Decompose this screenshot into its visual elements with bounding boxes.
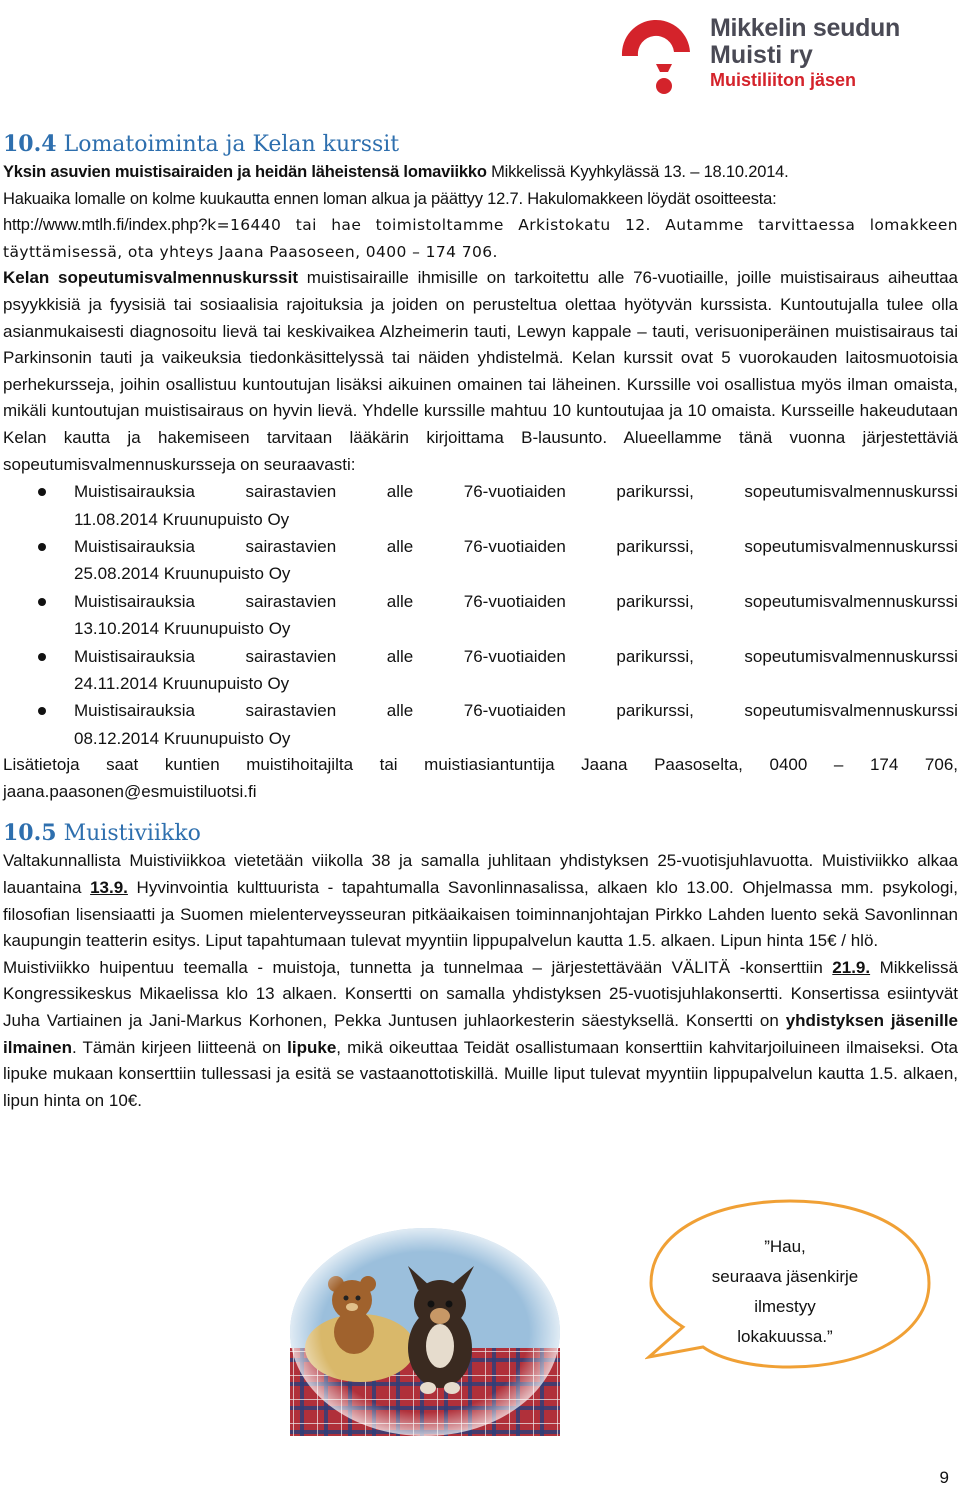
course-date: 13.10.2014 Kruunupuisto Oy xyxy=(74,619,291,639)
kela-courses-text: muistisairaille ihmisille on tarkoitettu alle 76-vuotiaille, joille muistisairaus aiheuttaa psyykkisiä ja fyysisiä tai sosiaalisia rajoituksia ja joiden on perusteltua olettaa hyötyvän kurssista. Kuntoutujalla tulee olla asianmukaisesti diagnosoitu lievä tai keskivaikea Alzheimerin tauti, Lewyn kappale – tauti, verisuoniperäinen muistisairaus tai Parkinsonin tauti ja vaikeuksia tiedonkäsittelyssä tai näiden yhdistelmä. Kelan kurssit ovat 5 vuorokauden laitosmuotoisia perhekursseja, joihin osallistuu kuntoutujan lisäksi aikuinen omainen tai läheinen. Kurssille voi osallistua myös ilman omaista, mikäli kuntoutujan muistisairaus on hyvin lievä. Yhdelle kurssille mahtuu 10 kuntoutujaa ja 10 omaista. Kursseille hakeudutaan Kelan kautta ja hakemiseen tarvitaan lääkärin kirjoittama B-lausunto. Alueellamme tänä vuonna järjestettäviä sopeutumisvalmennuskursseja on seuraavasti: xyxy=(3,268,958,474)
course-date: 11.08.2014 Kruunupuisto Oy xyxy=(74,509,290,529)
free-for-members: yhdistyksen jäsenille ilmainen xyxy=(3,1010,959,1057)
document-body xyxy=(3,130,958,1114)
application-url[interactable]: http://www.mtlh.fi/index.php? xyxy=(3,216,208,235)
course-word: Muistisairauksia xyxy=(74,482,195,502)
section-title: Lomatoiminta ja Kelan kurssit xyxy=(63,132,400,157)
bubble-line: lokakuussa.” xyxy=(737,1327,833,1346)
concert-tickets-text: , mikä oikeuttaa Teidät osallistumaan konserttiin kahvitarjoiluineen ilmaiseksi. Ota lipuke mukaan konserttiin tullessasi ja esitä se vastaanottotiskillä. Muille liput tulevat myyntiin lippupalvelun kautta 1.5. alkaen, lipun hinta on 10€. xyxy=(3,1037,958,1110)
ticket-voucher: lipuke xyxy=(287,1037,337,1057)
concert-details: Mikkelissä Kongressikeskus Mikaelissa klo 13 alkaen. Konsertti on samalla yhdistyksen 25-vuotisjuhlakonsertti. Konsertissa esiintyvät Juha Vartiainen ja Jani-Markus Korhonen, Pekka Juntusen juhlaorkesterin säestyksellä. Konsertti on xyxy=(3,957,958,1030)
application-help: k=16440 tai hae toimistoltamme Arkistokatu 12. Autamme tarvittaessa lomakkeen täyttämisessä, ota yhteys Jaana Paasoseen, 0400 – 174 706. xyxy=(3,216,958,261)
course-word: sopeutumisvalmennuskurssi xyxy=(744,646,958,666)
list-item xyxy=(3,588,958,643)
application-period: Hakuaika lomalle on kolme kuukautta ennen loman alkua ja päättyy 12.7. Hakulomakkeen löydät osoitteesta: xyxy=(3,189,777,208)
course-word: sopeutumisvalmennuskurssi xyxy=(744,482,958,502)
course-word: sopeutumisvalmennuskurssi xyxy=(744,701,958,721)
course-word: Muistisairauksia xyxy=(74,701,195,721)
course-word: parikurssi, xyxy=(616,482,694,502)
memory-week-paragraph xyxy=(3,848,958,954)
logo-mark-icon xyxy=(612,6,710,96)
course-word: sairastavien xyxy=(245,701,337,721)
course-word: sopeutumisvalmennuskurssi xyxy=(744,536,958,556)
logo-line-2: Muisti ry xyxy=(710,41,813,69)
bubble-line: ilmestyy xyxy=(754,1297,816,1316)
course-word: parikurssi, xyxy=(616,591,694,611)
page-number: 9 xyxy=(939,1468,949,1487)
logo-line-1: Mikkelin seudun xyxy=(710,14,900,42)
memory-week-intro: Valtakunnallista Muistiviikkoa vietetään viikolla 38 ja samalla juhlitaan yhdistyksen 25-vuotisjuhlavuotta. Muistiviikko alkaa lauantaina xyxy=(3,851,958,897)
course-word: Muistisairauksia xyxy=(74,536,195,556)
course-word: alle xyxy=(386,701,414,721)
concert-intro: Muistiviikko huipentuu teemalla - muistoja, tunnetta ja tunnelmaa – järjestettävään VÄLITÄ -konserttiin xyxy=(3,957,833,977)
course-word: alle xyxy=(386,482,414,502)
course-word: 76-vuotiaiden xyxy=(463,536,566,556)
course-word: sairastavien xyxy=(245,646,337,666)
course-word: alle xyxy=(386,536,414,556)
bullet-icon xyxy=(38,488,46,496)
bullet-icon xyxy=(38,543,46,551)
bullet-icon xyxy=(38,653,46,661)
course-list xyxy=(3,478,958,752)
course-word: parikurssi, xyxy=(616,536,694,556)
course-word: sairastavien xyxy=(245,591,337,611)
course-word: parikurssi, xyxy=(616,646,694,666)
course-word: alle xyxy=(386,646,414,666)
holiday-week-line xyxy=(3,159,958,186)
list-item xyxy=(3,643,958,698)
section-heading-10-5 xyxy=(3,819,958,848)
course-date: 08.12.2014 Kruunupuisto Oy xyxy=(74,728,291,748)
application-info xyxy=(3,212,958,265)
course-word: 76-vuotiaiden xyxy=(463,482,566,502)
course-word: 76-vuotiaiden xyxy=(463,701,566,721)
kela-courses-title: Kelan sopeutumisvalmennuskurssit xyxy=(3,268,299,288)
section-number: 10.4 xyxy=(3,131,57,157)
course-word: 76-vuotiaiden xyxy=(463,591,566,611)
kela-courses-paragraph xyxy=(3,265,958,478)
course-word: alle xyxy=(386,591,414,611)
memory-week-start-date: 13.9. xyxy=(90,877,128,897)
course-word: Muistisairauksia xyxy=(74,591,195,611)
course-word: Muistisairauksia xyxy=(74,646,195,666)
list-item xyxy=(3,533,958,588)
course-word: sairastavien xyxy=(245,482,337,502)
course-word: sairastavien xyxy=(245,536,337,556)
concert-attachment-text: . Tämän kirjeen liitteenä on xyxy=(71,1037,288,1057)
more-info-paragraph: Lisätietoja saat kuntien muistihoitajilta tai muistiasiantuntija Jaana Paasoselta, 0400 – 174 706, jaana.paasonen@esmuistiluotsi.fi xyxy=(3,755,958,801)
concert-paragraph xyxy=(3,955,958,1115)
concert-date: 21.9. xyxy=(832,957,871,977)
list-item xyxy=(3,697,958,752)
association-logo xyxy=(612,6,942,96)
memory-week-details: Hyvinvointia kulttuurista - tapahtumalla Savonlinnasalissa, alkaen klo 13.00. Ohjelmassa mm. psykologi, filosofian lisensiaatti ja Suomen mielenterveysseuran pitkäaikaisen toiminnanjohtajan Pirkko Lahden luento sekä Savonlinnan kaupungin teatterin esitys. Liput tapahtumaan tulevat myyntiin lippupalvelun kautta 1.5. alkaen. Lipun hinta 15€ / hlö. xyxy=(3,877,958,951)
holiday-week-dates: Mikkelissä Kyyhkylässä 13. – 18.10.2014. xyxy=(486,163,789,181)
course-date: 24.11.2014 Kruunupuisto Oy xyxy=(74,673,290,693)
bullet-icon xyxy=(38,707,46,715)
course-word: parikurssi, xyxy=(616,701,694,721)
course-date: 25.08.2014 Kruunupuisto Oy xyxy=(74,564,291,584)
section-title: Muistiviikko xyxy=(63,821,201,847)
holiday-week-title: Yksin asuvien muistisairaiden ja heidän läheistensä lomaviikko xyxy=(3,163,487,181)
section-number: 10.5 xyxy=(3,820,57,847)
logo-line-3: Muistiliiton jäsen xyxy=(710,70,857,90)
course-word: 76-vuotiaiden xyxy=(463,646,566,666)
bubble-line: seuraava jäsenkirje xyxy=(711,1267,859,1286)
dog-photo xyxy=(290,1228,560,1436)
section-heading-10-4 xyxy=(3,130,958,159)
list-item xyxy=(3,478,958,533)
bullet-icon xyxy=(38,598,46,606)
speech-bubble-text xyxy=(680,1232,890,1352)
course-word: sopeutumisvalmennuskurssi xyxy=(744,591,958,611)
bubble-line: ”Hau, xyxy=(764,1237,806,1256)
